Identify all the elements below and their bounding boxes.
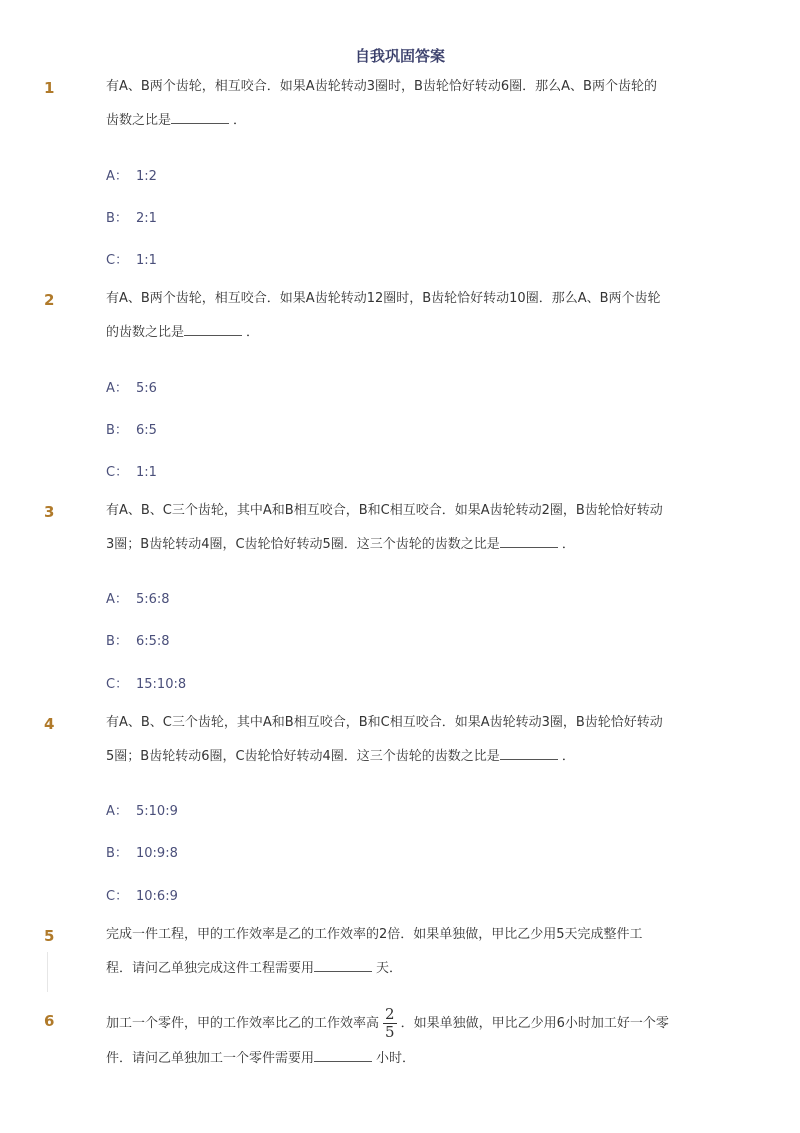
option-label: C： xyxy=(106,253,129,268)
option-value: 10:6:9 xyxy=(136,889,178,904)
answer-blank xyxy=(314,959,372,972)
option-b[interactable] xyxy=(106,630,170,649)
question-line-post: ． xyxy=(246,325,260,340)
option-value: 6:5 xyxy=(136,423,157,438)
answer-blank xyxy=(171,111,229,124)
question-number: 1 xyxy=(44,79,55,97)
question-line: 完成一件工程，甲的工作效率是乙的工作效率的2倍．如果单独做，甲比乙少用5天完成整件工 xyxy=(106,927,643,942)
question-number: 4 xyxy=(44,715,55,733)
question-text xyxy=(106,70,718,138)
question-number: 6 xyxy=(44,1012,55,1030)
question-text xyxy=(106,1004,718,1074)
question-line xyxy=(106,740,718,774)
option-label: B： xyxy=(106,423,128,438)
option-label: A： xyxy=(106,592,128,607)
fraction-numerator: 2 xyxy=(385,1005,395,1023)
answer-blank xyxy=(500,535,558,548)
option-value: 5:6 xyxy=(136,381,157,396)
option-label: C： xyxy=(106,889,129,904)
question-line-pre: 加工一个零件，甲的工作效率比乙的工作效率高 xyxy=(106,1016,380,1031)
option-value: 6:5:8 xyxy=(136,634,170,649)
option-label: A： xyxy=(106,804,128,819)
question-line-post: 小时． xyxy=(376,1051,416,1066)
question-line: 有A、B两个齿轮，相互咬合．如果A齿轮转动12圈时，B齿轮恰好转动10圈．那么A、B两个齿轮 xyxy=(106,291,661,306)
option-c[interactable] xyxy=(106,249,157,268)
question-text xyxy=(106,918,718,986)
question-line: 有A、B、C三个齿轮，其中A和B相互咬合，B和C相互咬合．如果A齿轮转动3圈，B齿轮恰好转动 xyxy=(106,715,663,730)
option-value: 10:9:8 xyxy=(136,846,178,861)
question-line xyxy=(106,528,718,562)
question-number: 3 xyxy=(44,503,55,521)
question-number: 5 xyxy=(44,927,55,945)
question-line xyxy=(106,1004,718,1044)
option-b[interactable] xyxy=(106,419,157,438)
question-line-post: ． xyxy=(561,537,575,552)
page-title: 自我巩固答案 xyxy=(354,47,445,65)
option-a[interactable] xyxy=(106,165,157,184)
option-label: B： xyxy=(106,846,128,861)
question-line-post: ． xyxy=(233,113,247,128)
option-label: B： xyxy=(106,211,128,226)
answer-blank xyxy=(184,323,242,336)
question-line-pre: 的齿数之比是 xyxy=(106,325,185,340)
option-value: 1:1 xyxy=(136,465,157,480)
option-c[interactable] xyxy=(106,885,178,904)
option-label: C： xyxy=(106,465,129,480)
option-value: 5:10:9 xyxy=(136,804,178,819)
question-line xyxy=(106,1044,718,1074)
option-b[interactable] xyxy=(106,207,157,226)
option-value: 15:10:8 xyxy=(136,677,187,692)
question-line-pre: 5圈；B齿轮转动6圈，C齿轮恰好转动4圈．这三个齿轮的齿数之比是 xyxy=(106,749,500,764)
option-b[interactable] xyxy=(106,842,178,861)
question-line-post: ．如果单独做，甲比乙少用6小时加工好一个零 xyxy=(400,1016,669,1031)
question-number: 2 xyxy=(44,291,55,309)
question-line-pre: 程．请问乙单独完成这件工程需要用 xyxy=(106,961,315,976)
question-line xyxy=(106,316,718,350)
option-label: A： xyxy=(106,169,128,184)
fraction-denominator: 5 xyxy=(385,1023,395,1041)
answer-blank xyxy=(500,747,558,760)
question-text xyxy=(106,282,718,350)
question-text xyxy=(106,494,718,562)
option-c[interactable] xyxy=(106,673,186,692)
option-a[interactable] xyxy=(106,588,170,607)
question-line-pre: 件．请问乙单独加工一个零件需要用 xyxy=(106,1051,315,1066)
option-a[interactable] xyxy=(106,377,157,396)
fraction xyxy=(383,1006,397,1041)
answer-blank xyxy=(314,1049,372,1062)
option-a[interactable] xyxy=(106,800,178,819)
question-line-post: ． xyxy=(561,749,575,764)
option-value: 2:1 xyxy=(136,211,157,226)
option-label: C： xyxy=(106,677,129,692)
question-line-pre: 齿数之比是 xyxy=(106,113,172,128)
question-line: 有A、B两个齿轮，相互咬合．如果A齿轮转动3圈时，B齿轮恰好转动6圈．那么A、B两个齿轮的 xyxy=(106,79,657,94)
option-label: A： xyxy=(106,381,128,396)
question-line-post: 天． xyxy=(376,961,403,976)
option-value: 1:1 xyxy=(136,253,157,268)
option-value: 1:2 xyxy=(136,169,157,184)
option-value: 5:6:8 xyxy=(136,592,170,607)
question-text xyxy=(106,706,718,774)
question-line: 有A、B、C三个齿轮，其中A和B相互咬合，B和C相互咬合．如果A齿轮转动2圈，B齿轮恰好转动 xyxy=(106,503,663,518)
side-divider xyxy=(47,952,48,992)
option-label: B： xyxy=(106,634,128,649)
question-line-pre: 3圈；B齿轮转动4圈，C齿轮恰好转动5圈．这三个齿轮的齿数之比是 xyxy=(106,537,500,552)
option-c[interactable] xyxy=(106,461,157,480)
question-line xyxy=(106,952,718,986)
question-line xyxy=(106,104,718,138)
